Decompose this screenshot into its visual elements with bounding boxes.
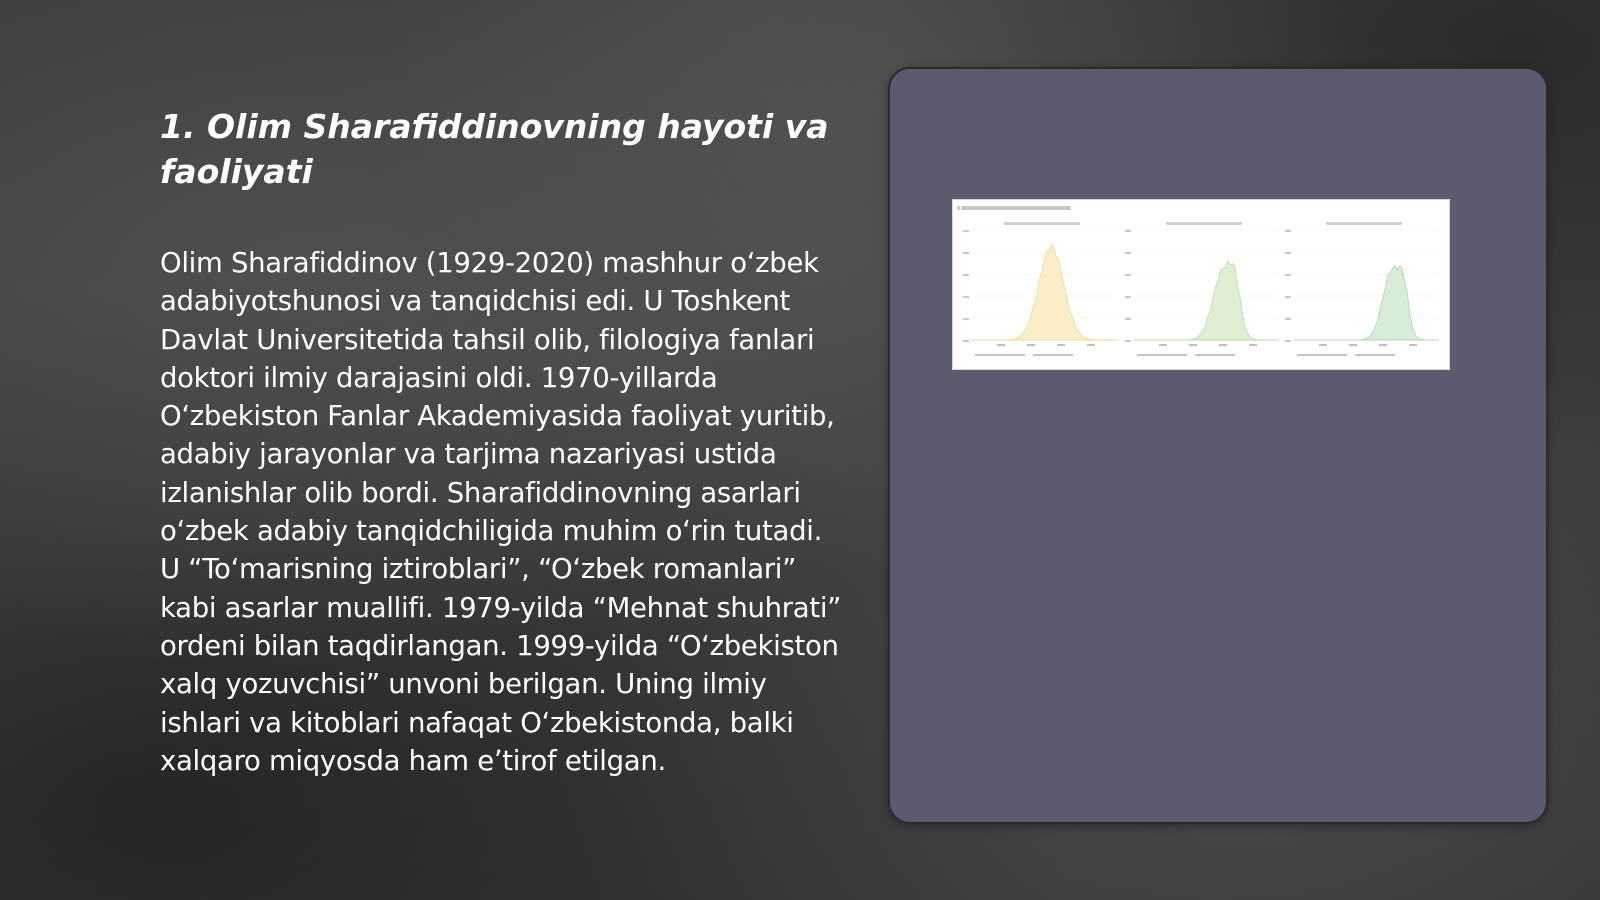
thumbnail-y-tick: [1125, 318, 1131, 320]
thumbnail-histogram-area: [1293, 266, 1439, 340]
thumbnail-mini-panel-1: [963, 222, 1117, 356]
thumbnail-y-tick: [963, 340, 969, 342]
thumbnail-y-tick: [963, 318, 969, 320]
thumbnail-x-tick: [1379, 344, 1387, 346]
thumbnail-panel-subtitle: [1166, 222, 1242, 225]
thumbnail-y-tick: [1285, 274, 1291, 276]
thumbnail-legend-item: [1137, 354, 1187, 356]
thumbnail-y-tick: [963, 274, 969, 276]
thumbnail-y-tick: [1285, 318, 1291, 320]
thumbnail-x-tick: [1087, 344, 1095, 346]
thumbnail-x-tick: [1189, 344, 1197, 346]
thumbnail-histogram-area: [971, 245, 1117, 340]
thumbnail-y-tick: [1125, 274, 1131, 276]
thumbnail-x-tick: [1027, 344, 1035, 346]
thumbnail-y-tick: [1285, 340, 1291, 342]
thumbnail-legend-item: [1195, 354, 1235, 356]
thumbnail-y-tick: [1285, 230, 1291, 232]
thumbnail-legend-item: [1355, 354, 1395, 356]
thumbnail-mini-panels: [963, 222, 1439, 356]
thumbnail-x-tick: [1057, 344, 1065, 346]
thumbnail-mini-panel-2: [1125, 222, 1279, 356]
thumbnail-x-tick: [1249, 344, 1257, 346]
thumbnail-histogram-area: [1133, 261, 1279, 340]
thumbnail-y-tick: [1125, 340, 1131, 342]
thumbnail-y-tick: [1125, 296, 1131, 298]
thumbnail-y-tick: [963, 296, 969, 298]
thumbnail-x-tick: [1319, 344, 1327, 346]
thumbnail-x-tick: [1219, 344, 1227, 346]
thumbnail-legend-item: [975, 354, 1025, 356]
thumbnail-panel-subtitle: [1004, 222, 1080, 225]
slide-body-text: Olim Sharafiddinov (1929-2020) mashhur oʻzbek adabiyotshunosi va tanqidchisi edi. U Toshkent Davlat Universitetida tahsil olib, filologiya fanlari doktori ilmiy darajasini oldi. 1970-yillarda Oʻzbekiston Fanlar Akademiyasida faoliyat yuritib, adabiy jarayonlar va tarjima nazariyasi ustida izlanishlar olib bordi. Sharafiddinovning asarlari oʻzbek adabiy tanqidchiligida muhim oʻrin tutadi. U “Toʻmarisning iztiroblari”, “Oʻzbek romanlari” kabi asarlar muallifi. 1979-yilda “Mehnat shuhrati” ordeni bilan taqdirlangan. 1999-yilda “Oʻzbekiston xalq yozuvchisi” unvoni berilgan. Uning ilmiy ishlari va kitoblari nafaqat Oʻzbekistonda, balki xalqaro miqyosda ham eʼtirof etilgan.: [160, 247, 842, 777]
thumbnail-header-dot: [957, 206, 960, 210]
thumbnail-y-tick: [963, 252, 969, 254]
chart-screenshot-thumbnail: [952, 199, 1450, 370]
thumbnail-y-tick: [963, 230, 969, 232]
thumbnail-y-tick: [1125, 230, 1131, 232]
thumbnail-legend-item: [1297, 354, 1347, 356]
image-panel: [888, 67, 1548, 824]
thumbnail-legend-item: [1033, 354, 1073, 356]
thumbnail-panel-subtitle: [1326, 222, 1402, 225]
thumbnail-x-tick: [1159, 344, 1167, 346]
thumbnail-mini-panel-3: [1285, 222, 1439, 356]
thumbnail-y-tick: [1285, 252, 1291, 254]
thumbnail-x-tick: [1409, 344, 1417, 346]
chart-thumbnail-graphic: [953, 200, 1449, 369]
thumbnail-y-tick: [1125, 252, 1131, 254]
thumbnail-y-tick: [1285, 296, 1291, 298]
thumbnail-header-bar: [961, 206, 1071, 210]
slide-title: 1. Olim Sharafiddinovning hayoti va faoliyati: [160, 107, 829, 191]
thumbnail-x-tick: [1349, 344, 1357, 346]
thumbnail-x-tick: [997, 344, 1005, 346]
